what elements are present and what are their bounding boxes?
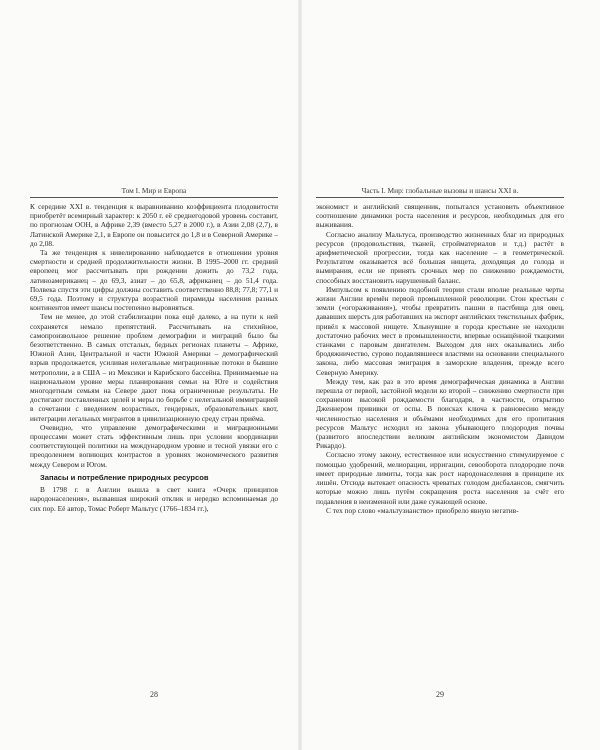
paragraph: экономист и английский священник, попытался установить объективное соотношение динамики роста населения и ресурсов, необходимых для его выживания. [316, 202, 564, 230]
paragraph: Согласно этому закону, естественное или искусственно стимулируемое с помощью удобрений, мелиорации, ирригации, севооборота плодородие почв имеет природные лимиты, тогда как рост народонаселения в принципе их лишён. Отсюда вытекает опасность чреватых голодом дисбалансов, смягчить которые можно лишь путём сокращения роста населения за счёт его подавления в неизменной или даже сужающей основе. [316, 450, 564, 506]
left-page-number: 28 [150, 690, 158, 699]
paragraph: Та же тенденция к нивелированию наблюдается в отношении уровня смертности и средней продолжительности жизни. В 1995–2000 гг. средний европеец мог рассчитывать при рождении дожить до 73,2 года, латиноамериканец – до 69,3, азиат – до 65,8, африканец – до 51,4 года. Полвека спустя эти цифры должны составить соответственно 88,8; 77,8; 77,1 и 69,5 года. Поэтому и структура возрастной пирамиды населения разных континентов имеет шансы постепенно выровняться. [30, 248, 278, 313]
book-gutter [298, 0, 302, 750]
left-page-body [30, 202, 278, 513]
section-heading: Запасы и потребление природных ресурсов [40, 472, 209, 482]
paragraph: К середине XXI в. тенденция к выравниванию коэффициента плодовитости приобретёт всемирный характер: к 2050 г. её среднегодовой уровень составит, по прогнозам ООН, в Африке 2,39 (вместо 5,27 в 2000 г.), в Азии 2,08 (2,7), в Латинской Америке 2,1, в Европе он повысится до 1,8 и в Северной Америке – до 2,08. [30, 202, 278, 248]
right-page [316, 186, 564, 672]
left-page [30, 186, 278, 672]
paragraph: Между тем, как раз в это время демографическая динамика в Англии перешла от первой, застойной модели ко второй – снижению смертности при сохранении высокой рождаемости благодаря, в частности, открытию Дженнером прививки от оспы. В поисках ключа к равновесию между численностью населения и объёмами необходимых для его пропитания ресурсов Мальтус исходил из закона убывающего плодородия почвы (развитого впоследствии великим английским экономистом Давидом Рикардо). [316, 376, 564, 451]
right-page-body [316, 202, 564, 515]
paragraph: Тем не менее, до этой стабилизации пока ещё далеко, а на пути к ней сохраняется немало препятствий. Рассчитывать на стихийное, самопроизвольное решение проблем демографии и миграций было бы безответственно. В самых отсталых, бедных регионах планеты – Африке, Южной Азии, Центральной и части Южной Америки – демографический взрыв продолжается, усиливая нелегальные миграционные потоки в бывшие метрополии, а в США – из Мексики и Карибского бассейна. Принимаемые на национальном уровне меры планирования семьи на Юге и содействия многодетным семьям на Севере дают пока ограниченные результаты. Не достигают поставленных целей и меры по борьбе с нелегальной иммиграцией в сочетании с введением возрастных, гендерных, образовательных квот, интеграции легальных мигрантов в цивилизационную среду стран приёма. [30, 312, 278, 423]
left-running-head: Том I. Мир и Европа [30, 186, 278, 198]
right-page-number: 29 [436, 690, 444, 699]
paragraph: Согласно анализу Мальтуса, производство жизненных благ из природных ресурсов (продовольствия, тканей, стройматериалов и т.д.) растёт в арифметической прогрессии, тогда как население – в геометрической. Результатом оказывается всё большая нищета, доходящая до голода и вымирания, если не принять срочных мер по снижению рождаемости, способных восстановить нарушенный баланс. [316, 229, 564, 285]
right-running-head: Часть I. Мир: глобальные вызовы и шансы XXI в. [316, 186, 564, 198]
paragraph: Импульсом к появлению подобной теории стали вполне реальные черты жизни Англии времён первой промышленной революции. Стон крестьян с земли («огораживания»), чтобы превратить пашни в пастбища для овец, дававших шерсть для работавших на экспорт английских текстильных фабрик, привёл к массовой нищете. Хлынувшие в города крестьяне не находили достаточно рабочих мест в промышленности, впервые оснащённой ткацкими станками с паровым двигателем. Выходом для них оказывались либо бродяжничество, сурово подавлявшееся властями на основании специального закона, либо массовая эмиграция в заморские владения, прежде всего Северную Америку. [316, 284, 564, 377]
paragraph: С тех пор слово «мальтузианство» приобрело явную негатив- [326, 505, 519, 515]
paragraph: В 1798 г. в Англии вышла в свет книга «Очерк принципов народонаселения», вызвавшая широкий отклик и нередко вспоминаемая до сих пор. Её автор, Томас Роберт Мальтус (1766–1834 гг.), [30, 485, 278, 513]
paragraph: Очевидно, что управление демографическими и миграционными процессами может стать эффективным лишь при условии координации соответствующей политики на международном уровне и тесной увязки его с преодолением вопиющих контрастов в уровнях экономического развития между Севером и Югом. [30, 422, 278, 469]
